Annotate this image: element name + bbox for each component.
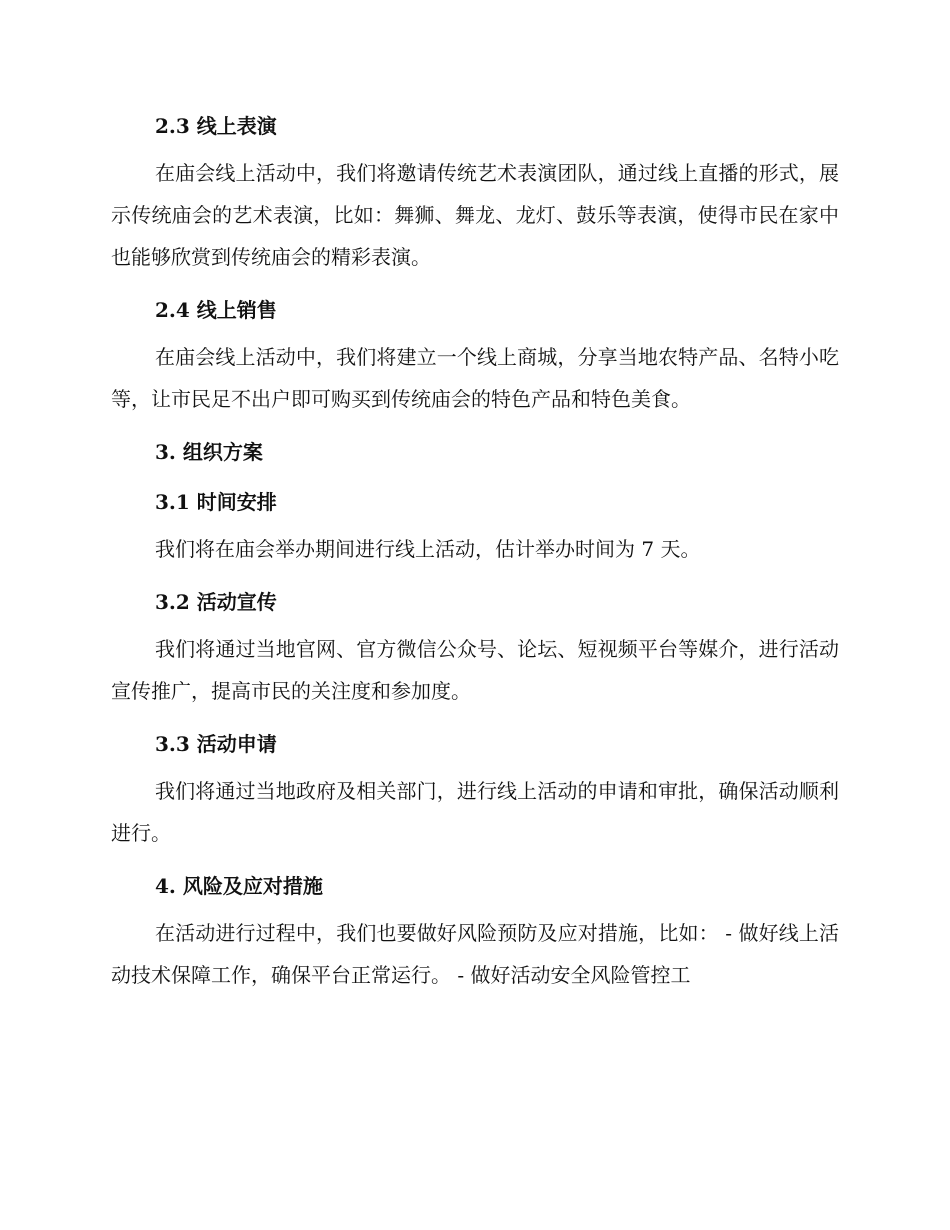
section-heading-3: 3. 组织方案 [155,440,263,464]
section-heading-2-4: 2.4 线上销售 [155,298,277,322]
section-heading-3-3: 3.3 活动申请 [155,732,277,756]
paragraph-risk-measures: 在活动进行过程中，我们也要做好风险预防及应对措施，比如： - 做好线上活动技术保障工作，确保平台正常运行。 - 做好活动安全风险管控工 [111,921,839,987]
paragraph-schedule: 我们将在庙会举办期间进行线上活动，估计举办时间为 7 天。 [155,537,701,561]
paragraph-application: 我们将通过当地政府及相关部门，进行线上活动的申请和审批，确保活动顺利进行。 [111,779,839,845]
paragraph-online-sales: 在庙会线上活动中，我们将建立一个线上商城，分享当地农特产品、名特小吃等，让市民足不出户即可购买到传统庙会的特色产品和特色美食。 [111,345,839,411]
paragraph-promotion: 我们将通过当地官网、官方微信公众号、论坛、短视频平台等媒介，进行活动宣传推广，提高市民的关注度和参加度。 [111,637,839,703]
section-heading-3-2: 3.2 活动宣传 [155,590,277,614]
section-heading-3-1: 3.1 时间安排 [155,490,277,514]
paragraph-online-performance: 在庙会线上活动中，我们将邀请传统艺术表演团队，通过线上直播的形式，展示传统庙会的艺术表演，比如：舞狮、舞龙、龙灯、鼓乐等表演，使得市民在家中也能够欣赏到传统庙会的精彩表演。 [111,161,839,269]
section-heading-2-3: 2.3 线上表演 [155,114,277,138]
section-heading-4: 4. 风险及应对措施 [155,874,323,898]
